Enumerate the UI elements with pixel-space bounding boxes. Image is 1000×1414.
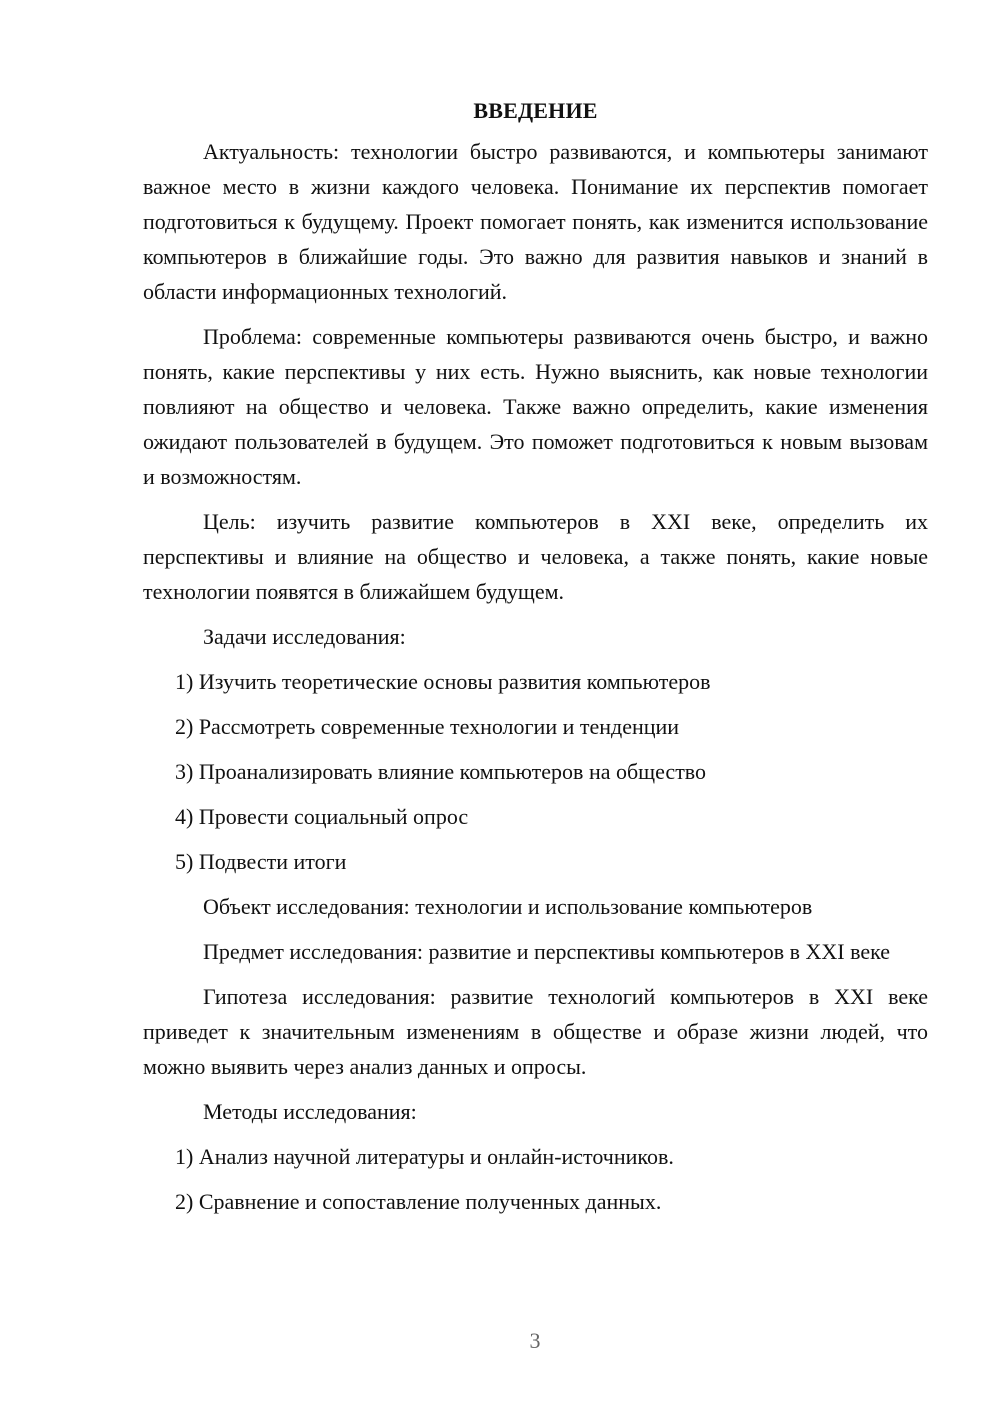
list-item: 1) Анализ научной литературы и онлайн-источников.: [175, 1144, 674, 1169]
goal-paragraph: Цель: изучить развитие компьютеров в XXI веке, определить их перспективы и влияние на общество и человека, а также понять, какие новые технологии появятся в ближайшем будущем.: [143, 509, 928, 604]
object-paragraph: Объект исследования: технологии и использование компьютеров: [203, 894, 813, 919]
page-title: ВВЕДЕНИЕ: [473, 98, 598, 123]
page-number: 3: [529, 1328, 541, 1353]
subject-paragraph: Предмет исследования: развитие и перспективы компьютеров в XXI веке: [203, 939, 890, 964]
relevance-paragraph: Актуальность: технологии быстро развиваются, и компьютеры занимают важное место в жизни каждого человека. Понимание их перспектив помогает подготовиться к будущему. Проект помогает понять, как изменится использование компьютеров в ближайшие годы. Это важно для развития навыков и знаний в области информационных технологий.: [143, 139, 928, 304]
hypothesis-paragraph: Гипотеза исследования: развитие технологий компьютеров в XXI веке приведет к значительным изменениям в обществе и образе жизни людей, что можно выявить через анализ данных и опросы.: [143, 984, 928, 1079]
list-item: 4) Провести социальный опрос: [175, 804, 469, 829]
list-item: 1) Изучить теоретические основы развития компьютеров: [175, 669, 711, 694]
problem-paragraph: Проблема: современные компьютеры развиваются очень быстро, и важно понять, какие перспективы у них есть. Нужно выяснить, как новые технологии повлияют на общество и человека. Также важно определить, какие изменения ожидают пользователей в будущем. Это поможет подготовиться к новым вызовам и возможностям.: [143, 324, 928, 489]
list-item: 3) Проанализировать влияние компьютеров на общество: [175, 759, 707, 784]
methods-list: [143, 1139, 928, 1219]
document-page: [143, 96, 928, 1229]
list-item: 2) Сравнение и сопоставление полученных данных.: [175, 1189, 662, 1214]
tasks-list: [143, 664, 928, 879]
list-item: 5) Подвести итоги: [175, 849, 347, 874]
tasks-heading: Задачи исследования:: [203, 624, 406, 649]
list-item: 2) Рассмотреть современные технологии и тенденции: [175, 714, 680, 739]
methods-heading: Методы исследования:: [203, 1099, 417, 1124]
